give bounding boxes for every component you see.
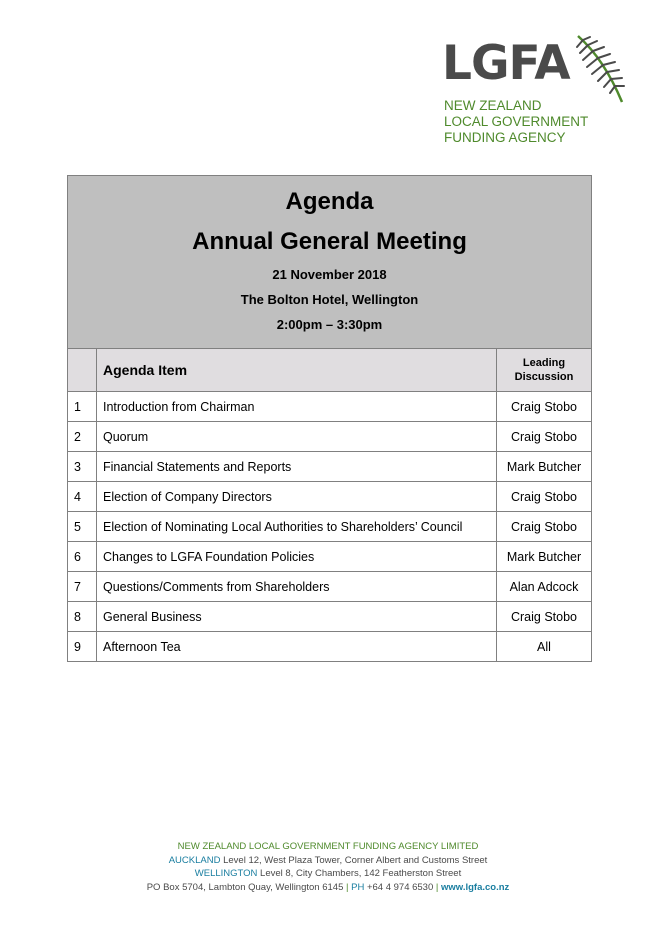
logo-tagline-line: NEW ZEALAND <box>444 98 542 113</box>
item-text: Financial Statements and Reports <box>97 452 497 482</box>
agenda-row <box>68 422 592 452</box>
item-text: Election of Nominating Local Authorities to Shareholders’ Council <box>97 512 497 542</box>
item-text: Election of Company Directors <box>97 482 497 512</box>
item-number: 9 <box>68 632 97 662</box>
footer-auckland-line <box>0 854 656 868</box>
item-text: Introduction from Chairman <box>97 392 497 422</box>
agenda-row <box>68 542 592 572</box>
item-lead: Craig Stobo <box>497 422 592 452</box>
item-number: 1 <box>68 392 97 422</box>
item-text: Changes to LGFA Foundation Policies <box>97 542 497 572</box>
footer-auckland-address: Level 12, West Plaza Tower, Corner Albert and Customs Street <box>223 854 488 866</box>
footer-wellington-address: Level 8, City Chambers, 142 Featherston Street <box>260 868 462 879</box>
meeting-time: 2:00pm – 3:30pm <box>276 317 383 332</box>
agenda-row <box>68 572 592 602</box>
footer-contact-line <box>0 881 656 895</box>
logo-tagline <box>444 98 588 146</box>
item-lead: Craig Stobo <box>497 482 592 512</box>
logo-tagline-line: FUNDING AGENCY <box>444 130 566 145</box>
item-lead: All <box>497 632 592 662</box>
footer-wellington-label: WELLINGTON <box>194 868 258 879</box>
agenda-row <box>68 482 592 512</box>
agenda-row <box>68 392 592 422</box>
footer-po-box: PO Box 5704, Lambton Quay, Wellington 6145 <box>146 881 344 893</box>
agenda-row <box>68 452 592 482</box>
column-header-item: Agenda Item <box>97 349 497 392</box>
item-number: 6 <box>68 542 97 572</box>
item-lead: Alan Adcock <box>497 572 592 602</box>
item-number: 7 <box>68 572 97 602</box>
footer-phone-label: PH <box>351 881 365 893</box>
column-header-row <box>68 349 592 392</box>
column-header-number <box>68 349 97 392</box>
item-number: 8 <box>68 602 97 632</box>
footer-separator: | <box>435 881 439 893</box>
footer-company: NEW ZEALAND LOCAL GOVERNMENT FUNDING AGENCY LIMITED <box>177 841 479 852</box>
meeting-date: 21 November 2018 <box>272 267 387 282</box>
footer-website-link[interactable]: www.lgfa.co.nz <box>441 881 510 893</box>
logo-wordmark: LGFA <box>442 36 570 91</box>
item-lead: Mark Butcher <box>497 452 592 482</box>
item-text: General Business <box>97 602 497 632</box>
agenda-header-row <box>68 176 592 349</box>
lgfa-logo <box>442 34 642 146</box>
logo-tagline-line: LOCAL GOVERNMENT <box>444 114 589 129</box>
agenda-header <box>68 176 592 349</box>
meeting-name: Annual General Meeting <box>192 228 467 255</box>
item-text: Afternoon Tea <box>97 632 497 662</box>
item-number: 2 <box>68 422 97 452</box>
page-footer <box>0 840 656 894</box>
agenda-table <box>67 175 592 662</box>
footer-wellington-line <box>0 867 656 881</box>
item-text: Quorum <box>97 422 497 452</box>
item-number: 4 <box>68 482 97 512</box>
item-lead: Craig Stobo <box>497 512 592 542</box>
item-number: 5 <box>68 512 97 542</box>
item-lead: Mark Butcher <box>497 542 592 572</box>
item-lead: Craig Stobo <box>497 602 592 632</box>
item-lead: Craig Stobo <box>497 392 592 422</box>
fern-icon <box>574 34 626 104</box>
footer-auckland-label: AUCKLAND <box>168 854 221 866</box>
footer-phone: +64 4 974 6530 <box>366 881 434 893</box>
item-text: Questions/Comments from Shareholders <box>97 572 497 602</box>
agenda-title: Agenda <box>285 188 374 215</box>
agenda-row <box>68 512 592 542</box>
column-header-leading: Leading Discussion <box>497 349 592 392</box>
agenda-row <box>68 632 592 662</box>
footer-separator: | <box>346 881 349 893</box>
meeting-venue: The Bolton Hotel, Wellington <box>240 292 419 307</box>
agenda-row <box>68 602 592 632</box>
item-number: 3 <box>68 452 97 482</box>
